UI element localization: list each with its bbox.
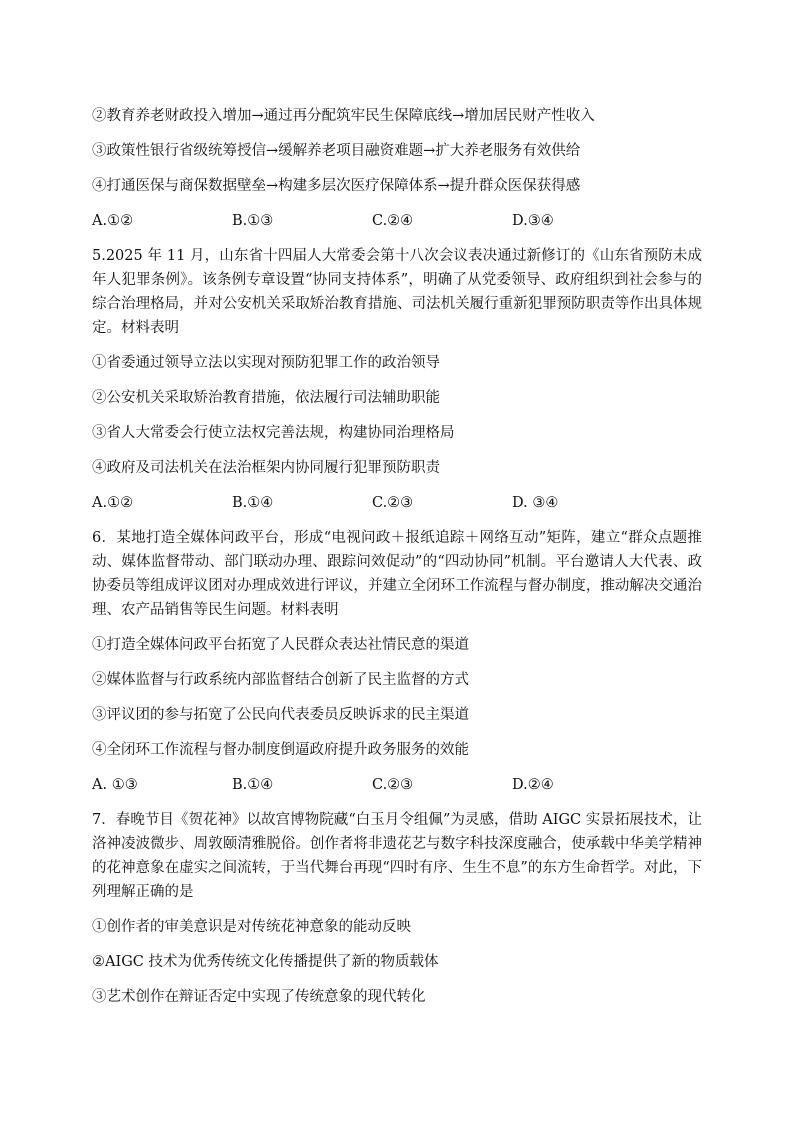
q4-option-2: ②教育养老财政投入增加→通过再分配筑牢民生保障底线→增加居民财产性收入 — [92, 108, 595, 124]
q6-choice-c[interactable]: C.②③ — [372, 777, 414, 793]
q5-option-1: ①省委通过领导立法以实现对预防犯罪工作的政治领导 — [92, 355, 440, 371]
q4-choice-d[interactable]: D.③④ — [512, 213, 554, 229]
q7-option-1: ①创作者的审美意识是对传统花神意象的能动反映 — [92, 919, 411, 935]
q5-choices — [92, 491, 702, 515]
q6-option-1: ①打造全媒体问政平台拓宽了人民群众表达社情民意的渠道 — [92, 637, 469, 653]
q5-option-2: ②公安机关采取矫治教育措施，依法履行司法辅助职能 — [92, 390, 440, 406]
exam-content — [92, 104, 702, 1020]
q6-choices — [92, 773, 702, 797]
q7-option-3: ③艺术创作在辩证否定中实现了传统意象的现代转化 — [92, 989, 426, 1005]
q5-stem: 5.2025 年 11 月，山东省十四届人大常委会第十八次会议表决通过新修订的《山东省预防未成年人犯罪条例》。该条例专章设置“协同支持体系”，明确了从党委领导、政府组织到社会参与的综合治理格局，并对公安机关采取矫治教育措施、司法机关履行重新犯罪预防职责等作出具体规定。材料表明 — [92, 248, 702, 336]
q6-choice-d[interactable]: D.②④ — [512, 777, 554, 793]
q5-option-4: ④政府及司法机关在法治框架内协同履行犯罪预防职责 — [92, 460, 440, 476]
q6-option-2: ②媒体监督与行政系统内部监督结合创新了民主监督的方式 — [92, 672, 469, 688]
q4-choice-b[interactable]: B.①③ — [232, 213, 274, 229]
q7-stem: 7．春晚节目《贺花神》以故宫博物院藏“白玉月令组佩”为灵感，借助 AIGC 实景拓展技术，让洛神凌波微步、周敦颐清雅脱俗。创作者将非遗花艺与数字科技深度融合，使承载中华美学精神的花神意象在虚实之间流转，于当代舞台再现“四时有序、生生不息”的东方生命哲学。对此，下列理解正确的是 — [92, 812, 702, 900]
q5-choice-c[interactable]: C.②③ — [372, 495, 414, 511]
q4-choice-c[interactable]: C.②④ — [372, 213, 414, 229]
q4-choice-a[interactable]: A.①② — [92, 213, 134, 229]
q5-option-3: ③省人大常委会行使立法权完善法规，构建协同治理格局 — [92, 425, 455, 441]
q5-choice-a[interactable]: A.①② — [92, 495, 134, 511]
q6-option-4: ④全闭环工作流程与督办制度倒逼政府提升政务服务的效能 — [92, 742, 469, 758]
q7-option-2: ②AIGC 技术为优秀传统文化传播提供了新的物质载体 — [92, 954, 439, 970]
q4-option-3: ③政策性银行省级统筹授信→缓解养老项目融资难题→扩大养老服务有效供给 — [92, 143, 581, 159]
q4-choices — [92, 209, 702, 233]
q6-choice-a[interactable]: A. ①③ — [92, 777, 138, 793]
q6-stem: 6．某地打造全媒体问政平台，形成“电视问政＋报纸追踪＋网络互动”矩阵，建立“群众点题推动、媒体监督带动、部门联动办理、跟踪问效促动”的“四动协同”机制。平台邀请人大代表、政协委员等组成评议团对办理成效进行评议，并建立全闭环工作流程与督办制度，推动解决交通治理、农产品销售等民生问题。材料表明 — [92, 530, 702, 618]
q5-choice-b[interactable]: B.①④ — [232, 495, 274, 511]
q4-option-4: ④打通医保与商保数据壁垒→构建多层次医疗保障体系→提升群众医保获得感 — [92, 178, 581, 194]
q6-choice-b[interactable]: B.①④ — [232, 777, 274, 793]
q5-choice-d[interactable]: D. ③④ — [512, 495, 559, 511]
q6-option-3: ③评议团的参与拓宽了公民向代表委员反映诉求的民主渠道 — [92, 707, 469, 723]
